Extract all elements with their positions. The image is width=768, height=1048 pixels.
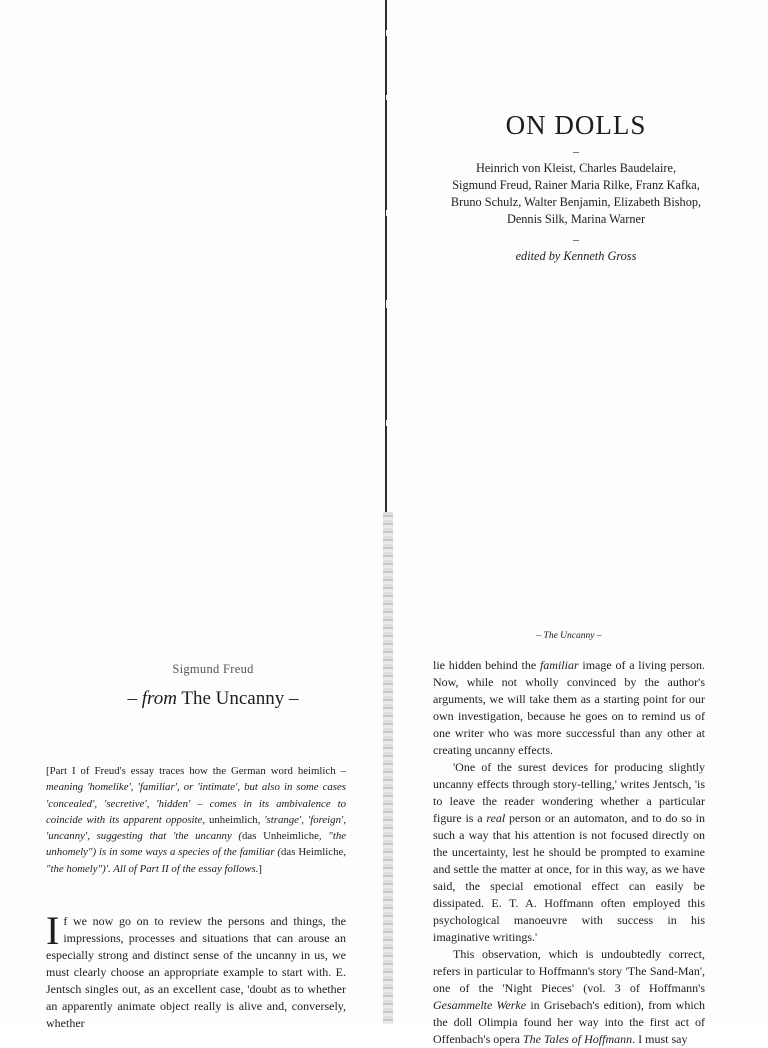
authors-line: Heinrich von Kleist, Charles Baudelaire, <box>475 161 677 175</box>
body-text: 'One of the surest devices for producing slightly uncanny effects through story-telling,' writes Jentsch, 'is to leave the reader wondering whether a particular figure is a <box>433 760 705 825</box>
body-text: in Grisebach's edition), from which the doll Olimpia found her way into the first act of Offenbach's opera <box>433 998 706 1046</box>
gutter-gap <box>386 30 387 36</box>
gutter-gap <box>386 210 387 216</box>
body-text: This observation, which is undoubtedly correct, refers in particular to Hoffmann's story 'The Sand-Man', one of the 'Night Pieces' (vol. 3 of Hoffmann's <box>433 947 705 995</box>
running-head: – The Uncanny – <box>536 631 602 641</box>
authors-line: Bruno Schulz, Walter Benjamin, Elizabeth Bishop, <box>450 195 702 209</box>
authors-list <box>420 160 732 228</box>
intro-text: ] <box>258 862 262 875</box>
body-text: person or an automaton, and to do so in such a way that his attention is not focused directly on the uncertainty, lest he should be prompted to examine and settle the matter at once, for in this way, as we have said, the special emotional effect can easily be dissipated. E. T. A. Hoffmann often employed this psychological manoeuvre with success in his imaginative writings.' <box>433 811 705 944</box>
authors-line: Dennis Silk, Marina Warner <box>506 212 646 226</box>
intro-text: , "the unhomely") is in some ways a species of the familiar ( <box>46 830 347 859</box>
body-paragraph <box>433 657 705 759</box>
body-paragraph <box>433 759 705 946</box>
chapter-dash: – <box>127 688 142 709</box>
gutter-gap <box>386 95 387 100</box>
chapter-title <box>40 688 386 710</box>
intro-text: – meaning 'homelike', 'familiar', or 'intimate', but also in some cases 'concealed', 'secretive', 'hidden' – comes in its ambivalence to coincide with its apparent opposite, <box>46 765 346 826</box>
title-page-spread <box>0 0 768 512</box>
editorial-note <box>46 763 346 877</box>
authors-line: Sigmund Freud, Rainer Maria Rilke, Franz Kafka, <box>452 178 700 192</box>
intro-text: [Part I of Freud's essay traces how the German word <box>46 765 298 777</box>
chapter-author: Sigmund Freud <box>172 662 254 676</box>
emphasis: real <box>486 811 506 825</box>
title-separator: – <box>573 144 579 158</box>
drop-cap: I <box>46 908 60 953</box>
intro-term: unheimlich <box>209 813 258 826</box>
intro-term: das Heimliche <box>281 846 344 859</box>
body-text: image of a living person. Now, while not wholly convinced by the author's arguments, we will take them as a starting point for our own investigation, because he goes on to remind us of one writer who was more successful than any other at creating uncanny effects. <box>433 658 706 757</box>
intro-term: das Unheimliche <box>242 830 319 843</box>
emphasis: The Tales of Hoffmann <box>522 1032 633 1046</box>
page-gutter <box>383 512 393 1024</box>
gutter-gap <box>386 420 387 426</box>
body-text: f we now go on to review the persons and things, the impressions, processes and situations that can arouse an especially strong and distinct sense of the uncanny in us, we must clearly choose an appropriate example to start with. E. Jentsch singles out, as an excellent case, 'doubt as to whether an apparently animate object really is alive and, conversely, whether <box>46 914 346 1030</box>
book-title: ON DOLLS <box>505 110 647 140</box>
emphasis: familiar <box>539 658 579 672</box>
editor-credit: edited by Kenneth Gross <box>515 249 637 263</box>
chapter-title-text: The Uncanny <box>176 688 285 709</box>
authors-separator: – <box>573 232 579 246</box>
intro-text: , "the homely")'. All of Part II of the essay follows. <box>46 846 346 875</box>
chapter-from: from <box>141 688 177 709</box>
chapter-dash: – <box>284 688 299 709</box>
intro-term: heimlich <box>297 765 336 777</box>
body-paragraph <box>433 946 705 1048</box>
body-text: . I must say <box>632 1032 688 1046</box>
page-gutter <box>385 0 387 512</box>
intro-text: , 'strange', 'foreign', 'uncanny', suggesting that 'the uncanny ( <box>46 813 346 843</box>
emphasis: Gesammelte Werke <box>433 998 527 1012</box>
gutter-gap <box>386 300 387 308</box>
right-page-body <box>433 657 705 1048</box>
body-paragraph <box>46 908 346 1032</box>
body-text: lie hidden behind the <box>433 658 540 672</box>
